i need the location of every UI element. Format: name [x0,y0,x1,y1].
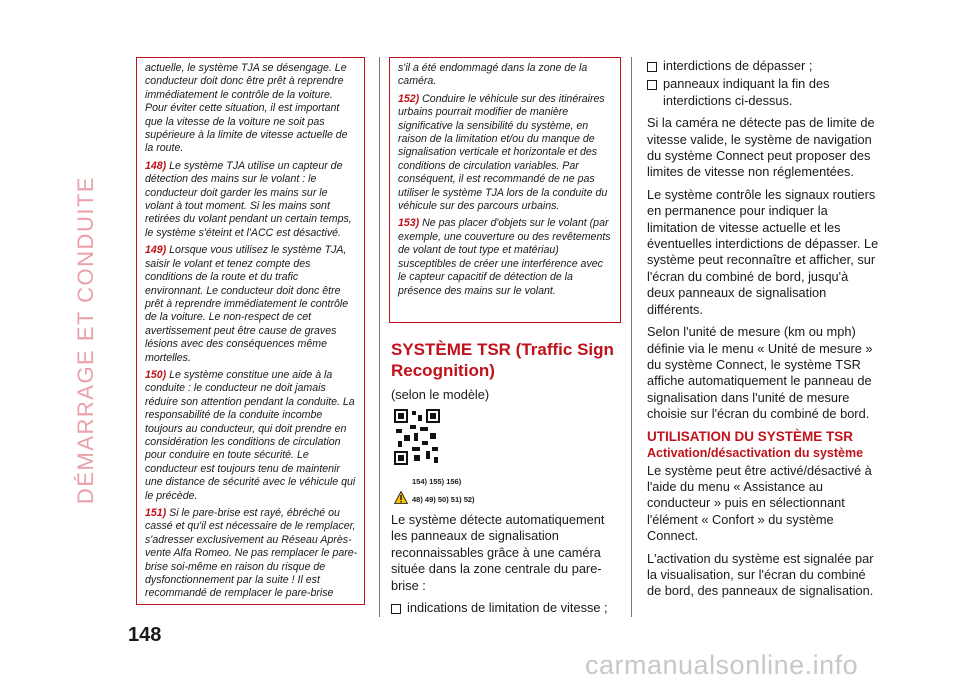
page-number: 148 [128,624,162,646]
paragraph: Selon l'unité de mesure (km ou mph) définie via le menu « Unité de mesure » du système Connect, le système TSR affiche automatiquement le panneau de signalisation dans l'unité de mesure choisie sur l'écran du combiné de bord. [647,324,873,422]
chapter-side-title: DÉMARRAGE ET CONDUITE [73,175,98,505]
warning-item: 153) Ne pas placer d'objets sur le volant (par exemple, une couverture ou des revêtements de volant de tout type et matériau) susceptibles de créer une interférence avec le capteur capacitif de détection de la présence des mains sur le volant. [398,217,611,297]
column-divider [379,57,380,617]
warning-item: s'il a été endommagé dans la zone de la caméra. [398,62,588,88]
checkbox-bullet-icon [391,604,401,614]
paragraph: Si la caméra ne détecte pas de limite de vitesse valide, le système de navigation du système Connect peut proposer des limites de vitesse non réglementées. [647,115,875,180]
warning-triangle-icon [394,491,408,504]
checkbox-bullet-icon [647,80,657,90]
list-item: panneaux indiquant la fin des interdictions ci-dessus. [647,76,879,109]
warning-item: 149) Lorsque vous utilisez le système TJA, saisir le volant et tenez compte des conditions de la route et du trafic environnant. Le conducteur doit donc être prêt à reprendre immédiatement le contrôle de la voiture. Le non-respect de cet avertissement peut être cause de graves lésions avec des conséquences même mortelles. [145,244,349,364]
list-item: interdictions de dépasser ; [647,58,879,74]
checkbox-bullet-icon [647,62,657,72]
warning-reference-numbers: 48) 49) 50) 51) 52) [412,495,475,504]
mid-column-body [391,512,621,616]
paragraph: Le système peut être activé/désactivé à l'aide du menu « Assistance au conducteur » puis en sélectionnant l'élément « Confort » du système Connect. [647,462,872,544]
warning-item: 151) Si le pare-brise est rayé, ébréché ou cassé et qu'il est nécessaire de le remplacer, s'adresser exclusivement au Réseau Après-vente Alfa Romeo. Ne pas remplacer le pare-brise soi-même en raison du risque de dysfonctionnement par la suite ! Il est recommandé de remplacer le pare-brise [145,507,358,600]
paragraph: L'activation du système est signalée par la visualisation, sur l'écran du combiné de bord, des panneaux de signalisation. [647,550,874,599]
paragraph: Le système contrôle les signaux routiers en permanence pour indiquer la limitation de vitesse actuelle et les éventuelles interdictions de dépasser. Le système peut reconnaître et afficher, sur l'écran du combiné de bord, jusqu'à deux panneaux de signalisation différents. [647,186,879,317]
warning-item: actuelle, le système TJA se désengage. Le conducteur doit donc être prêt à reprendre immédiatement le contrôle de la voiture. Pour éviter cette situation, il est important que la vitesse de la voiture ne soit pas supérieure à la limite de vitesse actuelle de la route. [145,62,348,155]
usage-heading: UTILISATION DU SYSTÈME TSR [647,428,854,444]
section-title: SYSTÈME TSR (Traffic Sign Recognition) [391,340,614,380]
intro-paragraph: Le système détecte automatiquement les panneaux de signalisation reconnaissables grâce à une caméra située dans la zone centrale du pare-brise : [391,512,605,593]
warning-box-middle [389,57,621,323]
reference-numbers: 154) 155) 156) [412,477,462,486]
list-item: indications de limitation de vitesse ; [391,600,621,616]
activation-heading: Activation/désactivation du système [647,445,864,460]
column-divider [631,57,632,617]
warning-item: 150) Le système constitue une aide à la conduite : le conducteur ne doit jamais réduire son attention pendant la conduite. La responsabilité de la conduite incombe toujours au conducteur, qui doit prendre en considération les conditions de circulation pour conduire en toute sécurité. Le conducteur est toujours tenu de maintenir une distance de sécurité avec le véhicule qui le précède. [145,368,356,502]
watermark: carmanualsonline.info [585,650,859,680]
model-note: (selon le modèle) [391,387,490,402]
right-column-body [647,58,879,606]
warning-item: 152) Conduire le véhicule sur des itinéraires urbains pourrait modifier de manière significative la sensibilité du système, en raison de la limitation et/ou du manque de signalisation verticale et horizontale et des conditions de circulation variables. Par conséquent, il est recommandé de ne pas utiliser le système TJA lors de la conduite du véhicule sur des parcours urbains. [398,92,608,213]
qr-code-icon [394,409,440,465]
warning-item: 148) Le système TJA utilise un capteur de détection des mains sur le volant : le conducteur doit garder les mains sur le volant à tout moment. Si les mains sont retirées du volant pendant un certain temps, le système s'éteint et l'ACC est désactivé. [145,159,352,239]
warning-box-left [136,57,365,605]
